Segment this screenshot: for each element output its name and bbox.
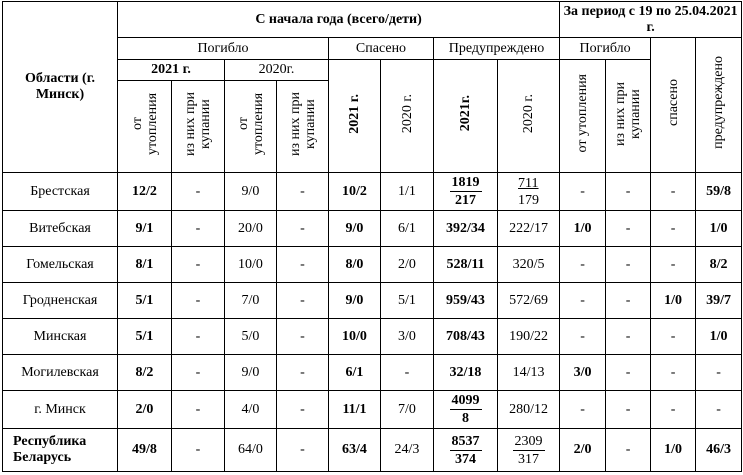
died-2021-bathing: -: [172, 391, 225, 429]
region-name: Гродненская: [3, 283, 118, 319]
statistics-table-container: [2, 1, 742, 472]
saved-2021: 8/0: [329, 247, 381, 283]
died-2021-drowning: 8/2: [118, 355, 172, 391]
period-saved: -: [651, 247, 696, 283]
region-name: Гомельская: [3, 247, 118, 283]
period-prevented: 59/8: [696, 173, 742, 211]
period-drowning-header: от утопления: [560, 60, 606, 173]
saved-2021: 9/0: [329, 211, 381, 247]
died-2020-bathing: -: [277, 319, 329, 355]
period-saved: 1/0: [651, 283, 696, 319]
period-died-drowning: -: [560, 247, 606, 283]
saved-2020: -: [381, 355, 434, 391]
died-2021-bathing-header: из них при купании: [172, 81, 225, 173]
region-name: г. Минск: [3, 391, 118, 429]
died-2020-drowning: 64/0: [225, 429, 277, 472]
period-saved: -: [651, 355, 696, 391]
prevented-2020: 320/5: [498, 247, 560, 283]
period-died-drowning: -: [560, 391, 606, 429]
saved-2020-header: 2020 г.: [381, 60, 434, 173]
prevented-2020-header: 2020 г.: [498, 60, 560, 173]
period-died-drowning: -: [560, 173, 606, 211]
died-2020-bathing: -: [277, 355, 329, 391]
died-2020-drowning: 5/0: [225, 319, 277, 355]
period-died-drowning: 1/0: [560, 211, 606, 247]
died-2021-bathing: -: [172, 247, 225, 283]
prevented-2021: 32/18: [434, 355, 498, 391]
died-2021-drowning: 5/1: [118, 319, 172, 355]
saved-2020: 2/0: [381, 247, 434, 283]
died-2020-bathing: -: [277, 429, 329, 472]
prevented-2020: 190/22: [498, 319, 560, 355]
period-saved: 1/0: [651, 429, 696, 472]
table-row: [3, 319, 742, 355]
since-year-header: С начала года (всего/дети): [118, 2, 560, 38]
died-2021-bathing: -: [172, 211, 225, 247]
prevented-2020: $\frac{711}{179}$: [498, 173, 560, 211]
prevented-2021: $\frac{1819}{217}$: [434, 173, 498, 211]
period-died-drowning: -: [560, 319, 606, 355]
period-died-bathing: -: [606, 391, 651, 429]
saved-2020: 24/3: [381, 429, 434, 472]
period-prevented: -: [696, 391, 742, 429]
died-2020-drowning: 10/0: [225, 247, 277, 283]
prevented-2021-header: 2021г.: [434, 60, 498, 173]
period-died-bathing: -: [606, 173, 651, 211]
period-prevented: 1/0: [696, 211, 742, 247]
died-2020-drowning-header: от утопления: [225, 81, 277, 173]
table-row: [3, 211, 742, 247]
period-died-drowning: -: [560, 283, 606, 319]
period-saved: -: [651, 211, 696, 247]
saved-2020: 1/1: [381, 173, 434, 211]
died-header: Погибло: [118, 38, 329, 60]
period-saved: -: [651, 319, 696, 355]
period-prevented: 1/0: [696, 319, 742, 355]
prevented-2020: 280/12: [498, 391, 560, 429]
saved-2021: 10/0: [329, 319, 381, 355]
prevented-2020: 572/69: [498, 283, 560, 319]
period-died-drowning: 2/0: [560, 429, 606, 472]
died-2020-bathing: -: [277, 283, 329, 319]
died-2020-bathing-header: из них при купании: [277, 81, 329, 173]
region-name: Могилевская: [3, 355, 118, 391]
died-2021-bathing: -: [172, 429, 225, 472]
region-name: Брестская: [3, 173, 118, 211]
died-2021-drowning: 5/1: [118, 283, 172, 319]
prevented-2021: $\frac{8537}{374}$: [434, 429, 498, 472]
table-row: [3, 355, 742, 391]
period-died-bathing: -: [606, 429, 651, 472]
died-2021-drowning: 2/0: [118, 391, 172, 429]
died-2021-drowning: 49/8: [118, 429, 172, 472]
period-saved: -: [651, 391, 696, 429]
saved-2020: 6/1: [381, 211, 434, 247]
prevented-2021: 392/34: [434, 211, 498, 247]
died-2021-bathing: -: [172, 319, 225, 355]
saved-2020: 5/1: [381, 283, 434, 319]
period-saved: -: [651, 173, 696, 211]
period-header: За период с 19 по 25.04.2021 г.: [560, 2, 742, 38]
died-2020-bathing: -: [277, 211, 329, 247]
period-prevented: 8/2: [696, 247, 742, 283]
period-prevented: -: [696, 355, 742, 391]
period-died-bathing: -: [606, 319, 651, 355]
table-row: [3, 391, 742, 429]
prevented-2021: $\frac{4099}{8}$: [434, 391, 498, 429]
prevented-2021: 528/11: [434, 247, 498, 283]
prevented-2020: 14/13: [498, 355, 560, 391]
died-2021-drowning: 9/1: [118, 211, 172, 247]
period-died-bathing: -: [606, 283, 651, 319]
period-died-bathing: -: [606, 355, 651, 391]
region-name: Республика Беларусь: [3, 429, 118, 472]
prevented-2021: 708/43: [434, 319, 498, 355]
saved-2020: 3/0: [381, 319, 434, 355]
died-2021-drowning-header: от утопления: [118, 81, 172, 173]
died-2021-drowning: 8/1: [118, 247, 172, 283]
saved-2021: 11/1: [329, 391, 381, 429]
saved-2021-header: 2021 г.: [329, 60, 381, 173]
died-2020-bathing: -: [277, 391, 329, 429]
total-row: [3, 429, 742, 472]
died-2020-drowning: 9/0: [225, 355, 277, 391]
drowning-statistics-table: [2, 1, 742, 472]
period-died-header: Погибло: [560, 38, 651, 60]
period-bathing-header: из них при купании: [606, 60, 651, 173]
saved-2021: 6/1: [329, 355, 381, 391]
table-row: [3, 173, 742, 211]
prevented-2020: $\frac{2309}{317}$: [498, 429, 560, 472]
died-2021-header: 2021 г.: [118, 60, 225, 81]
saved-2021: 9/0: [329, 283, 381, 319]
prevented-2020: 222/17: [498, 211, 560, 247]
region-name: Витебская: [3, 211, 118, 247]
died-2021-bathing: -: [172, 355, 225, 391]
period-prevented: 39/7: [696, 283, 742, 319]
period-died-bathing: -: [606, 247, 651, 283]
period-died-drowning: 3/0: [560, 355, 606, 391]
period-prevented: 46/3: [696, 429, 742, 472]
period-prevented-header: предупреждено: [696, 38, 742, 173]
period-died-bathing: -: [606, 211, 651, 247]
regions-header: Области (г. Минск): [3, 2, 118, 173]
died-2020-drowning: 20/0: [225, 211, 277, 247]
saved-2020: 7/0: [381, 391, 434, 429]
died-2020-bathing: -: [277, 247, 329, 283]
table-row: [3, 247, 742, 283]
saved-header: Спасено: [329, 38, 434, 60]
prevented-header: Предупреждено: [434, 38, 560, 60]
died-2020-bathing: -: [277, 173, 329, 211]
saved-2021: 10/2: [329, 173, 381, 211]
died-2021-drowning: 12/2: [118, 173, 172, 211]
died-2021-bathing: -: [172, 283, 225, 319]
saved-2021: 63/4: [329, 429, 381, 472]
died-2020-drowning: 9/0: [225, 173, 277, 211]
period-saved-header: спасено: [651, 38, 696, 173]
died-2020-drowning: 7/0: [225, 283, 277, 319]
died-2020-drowning: 4/0: [225, 391, 277, 429]
region-name: Минская: [3, 319, 118, 355]
died-2020-header: 2020г.: [225, 60, 329, 81]
prevented-2021: 959/43: [434, 283, 498, 319]
died-2021-bathing: -: [172, 173, 225, 211]
table-row: [3, 283, 742, 319]
